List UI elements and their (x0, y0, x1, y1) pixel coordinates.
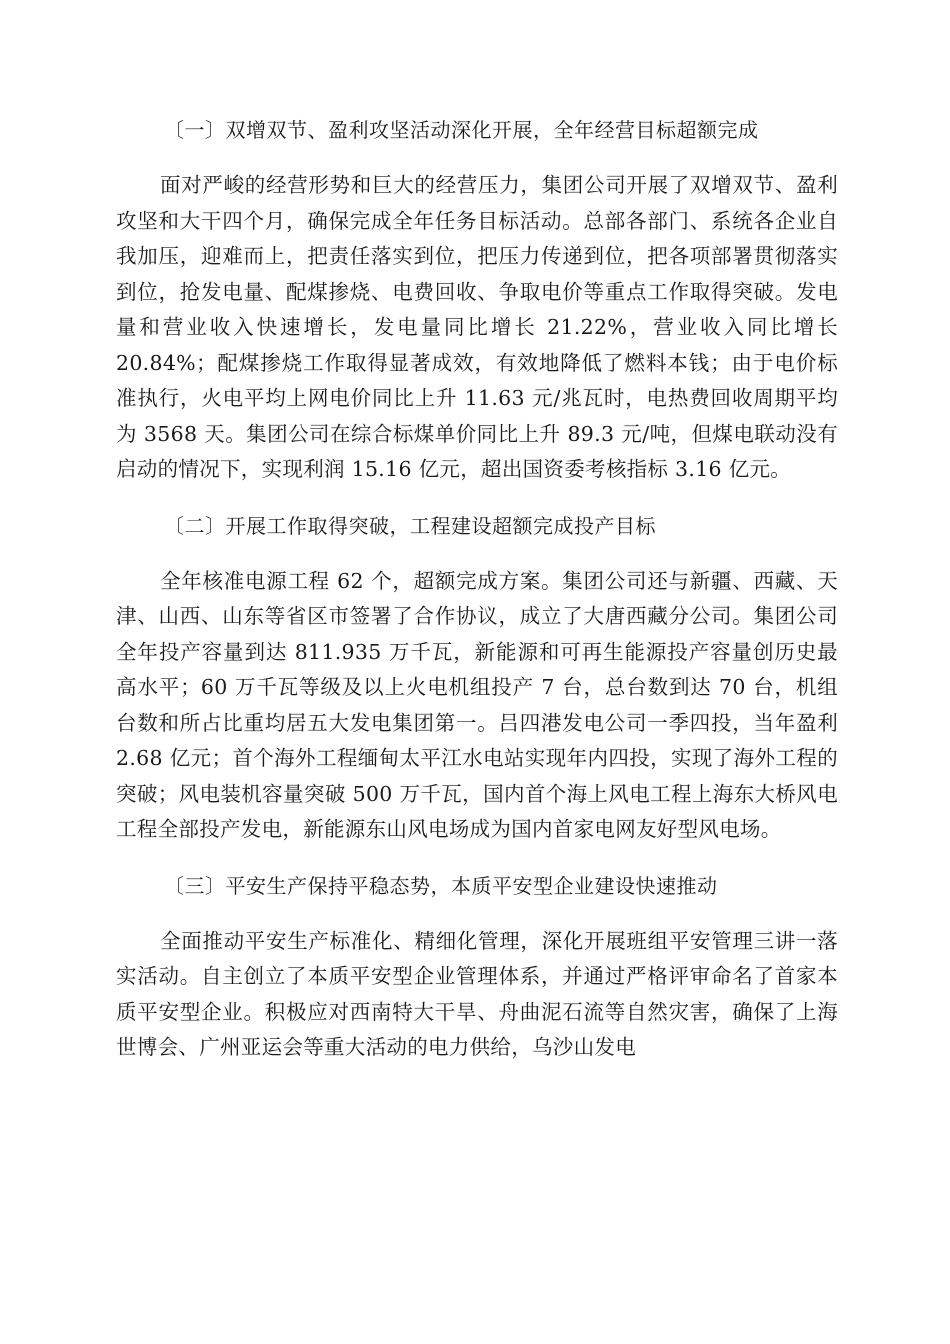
section-2-heading: 〔二〕开展工作取得突破，工程建设超额完成投产目标 (164, 513, 656, 538)
section-2-paragraph: 全年核准电源工程 62 个，超额完成方案。集团公司还与新疆、西藏、天津、山西、山东等省区市签署了合作协议，成立了大唐西藏分公司。集团公司全年投产容量到达 811.935 万千瓦，新能源和可再生能源投产容量创历史最高水平；60 万千瓦等级及以上火电机组投产 7 台，总台数到达 70 台，机组台数和所占比重均居五大发电集团第一。吕四港发电公司一季四投，当年盈利 2.68 亿元；首个海外工程缅甸太平江水电站实现年内四投，实现了海外工程的突破；风电装机容量突破 500 万千瓦，国内首个海上风电工程上海东大桥风电工程全部投产发电，新能源东山风电场成为国内首家电网友好型风电场。 (116, 568, 838, 841)
section-3-heading: 〔三〕平安生产保持平稳态势，本质平安型企业建设快速推动 (164, 873, 718, 898)
section-1-heading: 〔一〕双增双节、盈利攻坚活动深化开展，全年经营目标超额完成 (164, 118, 759, 142)
section-1-paragraph: 面对严峻的经营形势和巨大的经营压力，集团公司开展了双增双节、盈利攻坚和大干四个月，确保完成全年任务目标活动。总部各部门、系统各企业自我加压，迎难而上，把责任落实到位，把压力传递到位，把各项部署贯彻落实到位，抢发电量、配煤掺烧、电费回收、争取电价等重点工作取得突破。发电量和营业收入快速增长，发电量同比增长 21.22%，营业收入同比增长 20.84%；配煤掺烧工作取得显著成效，有效地降低了燃料本钱；由于电价标准执行，火电平均上网电价同比上升 11.63 元/兆瓦时，电热费回收周期平均为 3568 天。集团公司在综合标煤单价同比上升 89.3 元/吨，但煤电联动没有启动的情况下，实现利润 15.16 亿元，超出国资委考核指标 3.16 亿元。 (116, 173, 838, 481)
section-3-paragraph: 全面推动平安生产标准化、精细化管理，深化开展班组平安管理三讲一落实活动。自主创立了本质平安型企业管理体系，并通过严格评审命名了首家本质平安型企业。积极应对西南特大干旱、舟曲泥石流等自然灾害，确保了上海世博会、广州亚运会等重大活动的电力供给，乌沙山发电 (116, 928, 838, 1059)
